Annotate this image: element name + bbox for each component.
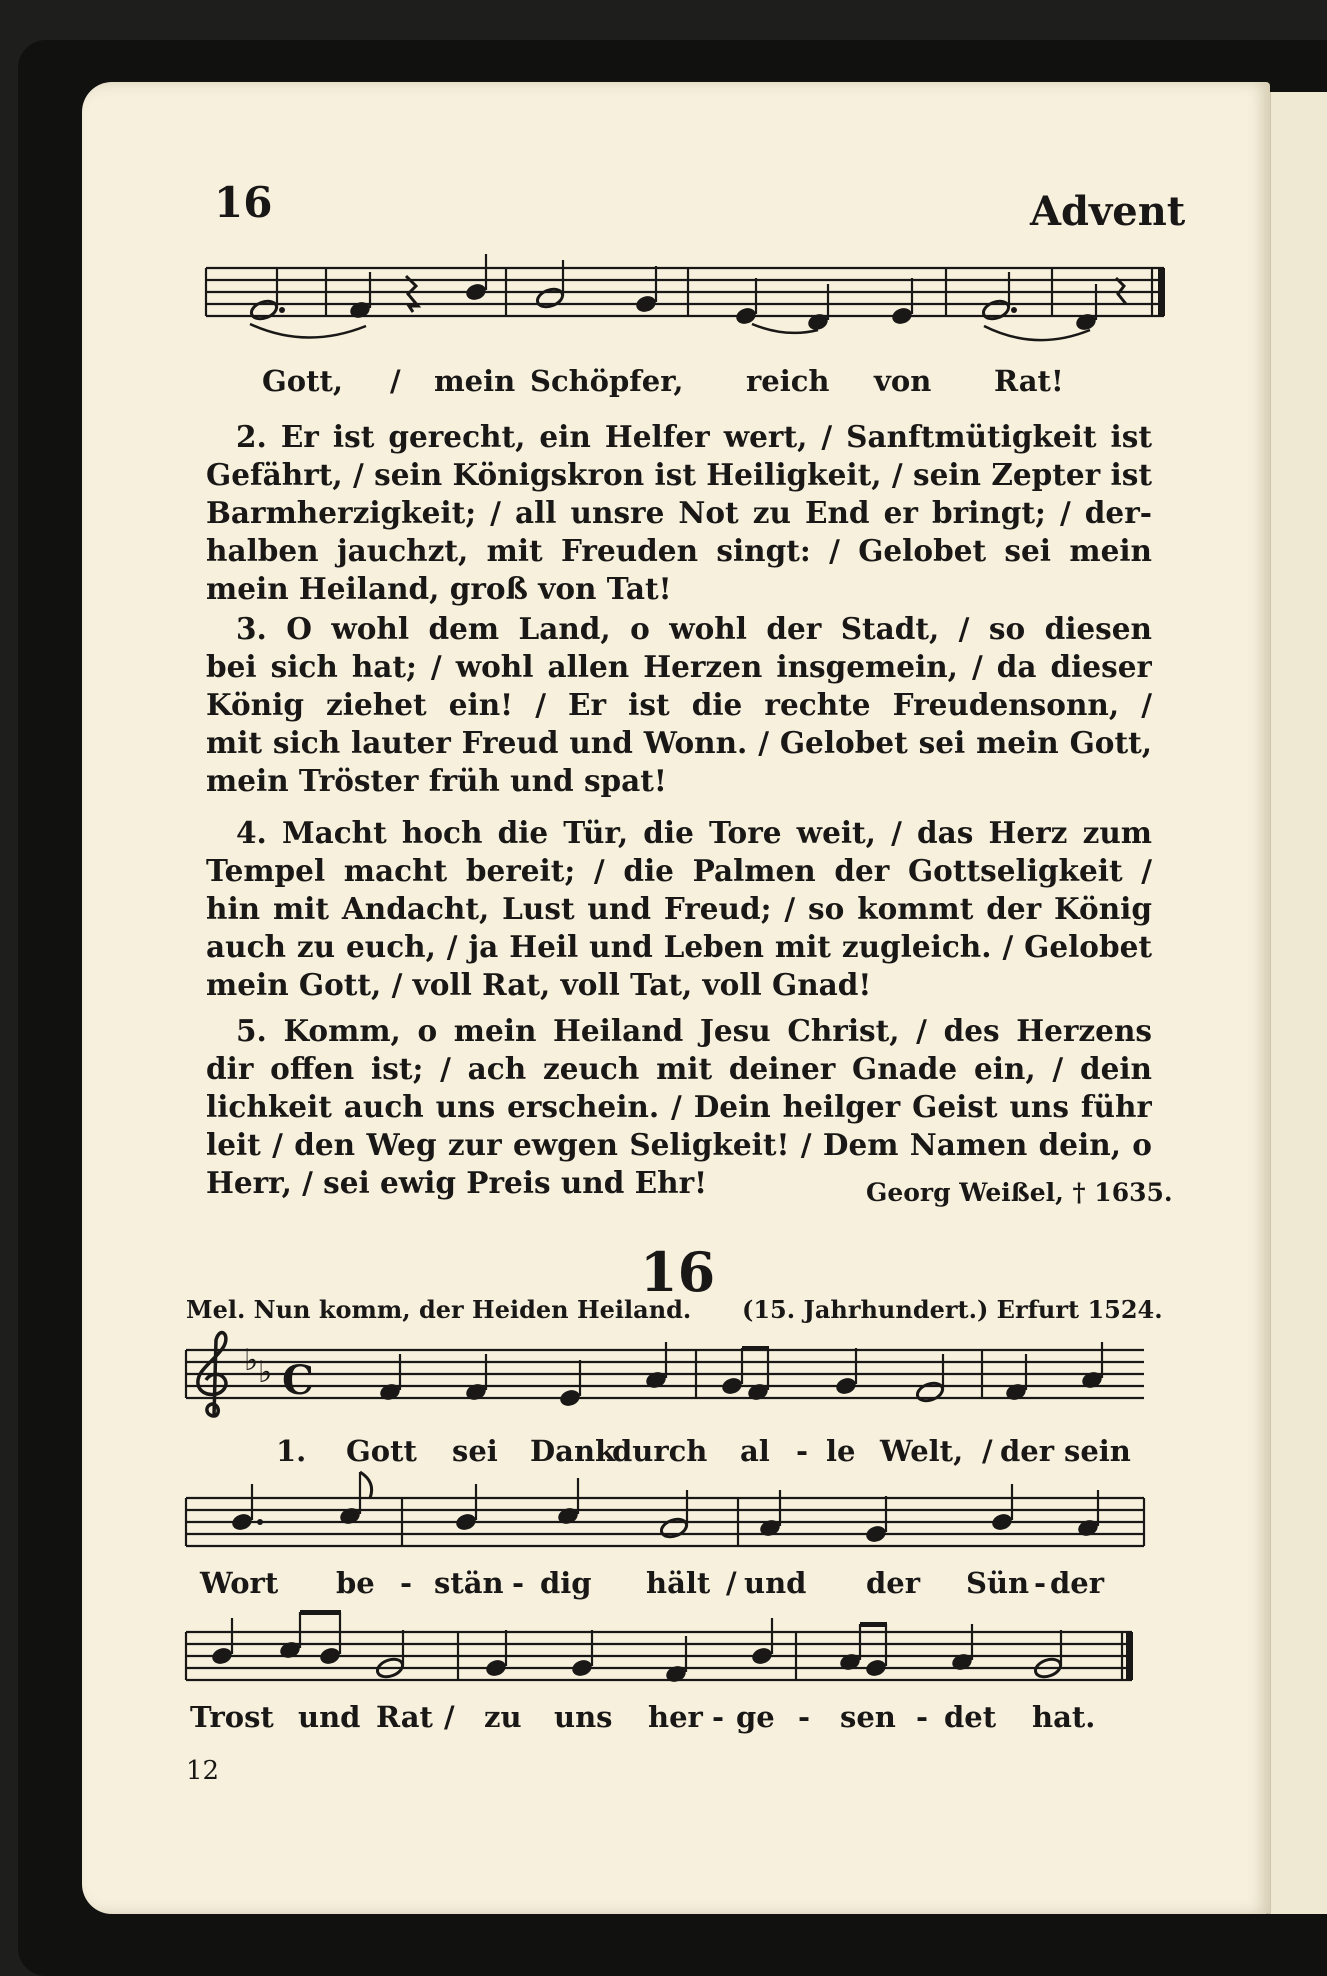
- music-staff-3: [186, 1488, 1146, 1568]
- hymn-lyric: und: [744, 1566, 807, 1600]
- hymn-lyric: -: [512, 1566, 525, 1600]
- hymn-lyric: und: [298, 1700, 361, 1734]
- hymn-lyric: Sün: [966, 1566, 1030, 1600]
- hymn-lyric: sein: [1064, 1434, 1131, 1468]
- svg-text:♭: ♭: [244, 1343, 259, 1378]
- hymn-lyric: -: [798, 1700, 811, 1734]
- hymn-lyric: Gott: [346, 1434, 417, 1468]
- folio-number: 12: [186, 1756, 220, 1786]
- hymn-lyric: det: [944, 1700, 997, 1734]
- verse-line: hin mit Andacht, Lust und Freud; / so kommt der König: [206, 891, 1152, 926]
- svg-text:♭: ♭: [258, 1355, 273, 1390]
- hymn-lyric: Welt,: [880, 1434, 964, 1468]
- hymn-lyric: Rat: [376, 1700, 433, 1734]
- staff1-lyric: mein: [434, 364, 516, 398]
- hymn-lyric: stän: [434, 1566, 504, 1600]
- verse-line: dir offen ist; / ach zeuch mit deiner Gnade ein, / dein: [206, 1051, 1152, 1086]
- svg-text:C: C: [282, 1357, 314, 1404]
- verse-line: Herr, / sei ewig Preis und Ehr!: [206, 1165, 708, 1200]
- hymn-lyric: al: [740, 1434, 770, 1468]
- hymn-lyric: le: [826, 1434, 856, 1468]
- hymn-lyric: der: [1050, 1566, 1105, 1600]
- staff1-lyric: /: [390, 364, 401, 398]
- hymn-lyric: Trost: [190, 1700, 274, 1734]
- hymn-lyric: Dank: [530, 1434, 616, 1468]
- verse-line: bei sich hat; / wohl allen Herzen insgemein, / da dieser: [206, 649, 1152, 684]
- page-number: 16: [214, 178, 273, 227]
- hymn-lyric: der: [1000, 1434, 1055, 1468]
- music-staff-4: [186, 1622, 1146, 1702]
- verse-line: halben jauchzt, mit Freuden singt: / Gelobet sei mein: [206, 533, 1152, 568]
- verse-line: 5. Komm, o mein Heiland Jesu Christ, / des Herzens: [236, 1013, 1152, 1048]
- hymn-lyric: durch: [612, 1434, 708, 1468]
- hymn-lyric: hat.: [1032, 1700, 1096, 1734]
- hymn-lyric: sen: [840, 1700, 896, 1734]
- hymn-lyric: /: [982, 1434, 993, 1468]
- staff1-lyric: von: [874, 364, 932, 398]
- staff1-lyric: Schöpfer,: [530, 364, 684, 398]
- staff1-lyric: reich: [746, 364, 830, 398]
- verse-line: mein Tröster früh und spat!: [206, 763, 667, 798]
- verse-line: Gefährt, / sein Königskron ist Heiligkeit, / sein Zepter ist: [206, 457, 1152, 492]
- staff1-lyric: Gott,: [262, 364, 343, 398]
- verse-line: 2. Er ist gerecht, ein Helfer wert, / Sanftmütigkeit ist: [236, 419, 1152, 454]
- hymn-lyric: /: [726, 1566, 737, 1600]
- verse-line: mein Heiland, groß von Tat!: [206, 571, 672, 606]
- hymn-lyric: Wort: [200, 1566, 279, 1600]
- verse-line: König ziehet ein! / Er ist die rechte Freudensonn, /: [206, 687, 1152, 722]
- verse-line: mein Gott, / voll Rat, voll Tat, voll Gnad!: [206, 967, 872, 1002]
- hymn-lyric: zu: [484, 1700, 522, 1734]
- facing-page-edge: [1268, 92, 1327, 1914]
- hymn-lyric: ge: [736, 1700, 775, 1734]
- hymn-lyric: her: [648, 1700, 703, 1734]
- verse-line: auch zu euch, / ja Heil und Leben mit zugleich. / Gelobet: [206, 929, 1152, 964]
- author-credit: Georg Weißel, † 1635.: [866, 1178, 1173, 1207]
- hymn-lyric: uns: [554, 1700, 613, 1734]
- hymn-lyric: -: [1034, 1566, 1047, 1600]
- hymn-lyric: be: [336, 1566, 375, 1600]
- verse-line: mit sich lauter Freud und Wonn. / Gelobet sei mein Gott,: [206, 725, 1152, 760]
- hymn-lyric: der: [866, 1566, 921, 1600]
- hymn-number: 16: [640, 1240, 716, 1304]
- verse-line: leit / den Weg zur ewgen Seligkeit! / Dem Namen dein, o: [206, 1127, 1152, 1162]
- hymn-lyric: dig: [540, 1566, 592, 1600]
- melody-note: Mel. Nun komm, der Heiden Heiland.: [186, 1295, 692, 1324]
- melody-origin: (15. Jahrhundert.) Erfurt 1524.: [742, 1295, 1163, 1324]
- verse-line: Tempel macht bereit; / die Palmen der Gottseligkeit /: [206, 853, 1152, 888]
- staff1-lyric: Rat!: [994, 364, 1064, 398]
- hymn-lyric: -: [400, 1566, 413, 1600]
- hymn-lyric: -: [916, 1700, 929, 1734]
- verse-line: Barmherzigkeit; / all unsre Not zu End er bringt; / der-: [206, 495, 1152, 530]
- verse-line: 4. Macht hoch die Tür, die Tore weit, / das Herz zum: [236, 815, 1152, 850]
- hymn-lyric: sei: [452, 1434, 498, 1468]
- hymn-lyric: -: [712, 1700, 725, 1734]
- music-staff-1: [206, 258, 1176, 358]
- hymn-lyric: /: [444, 1700, 455, 1734]
- section-title: Advent: [1030, 188, 1186, 235]
- hymn-lyric: -: [796, 1434, 809, 1468]
- music-staff-2: [186, 1340, 1146, 1430]
- hymn-lyric: 1.: [276, 1434, 307, 1468]
- verse-line: lichkeit auch uns erschein. / Dein heilger Geist uns führ: [206, 1089, 1152, 1124]
- verse-line: 3. O wohl dem Land, o wohl der Stadt, / so diesen: [236, 611, 1152, 646]
- hymn-lyric: hält: [646, 1566, 711, 1600]
